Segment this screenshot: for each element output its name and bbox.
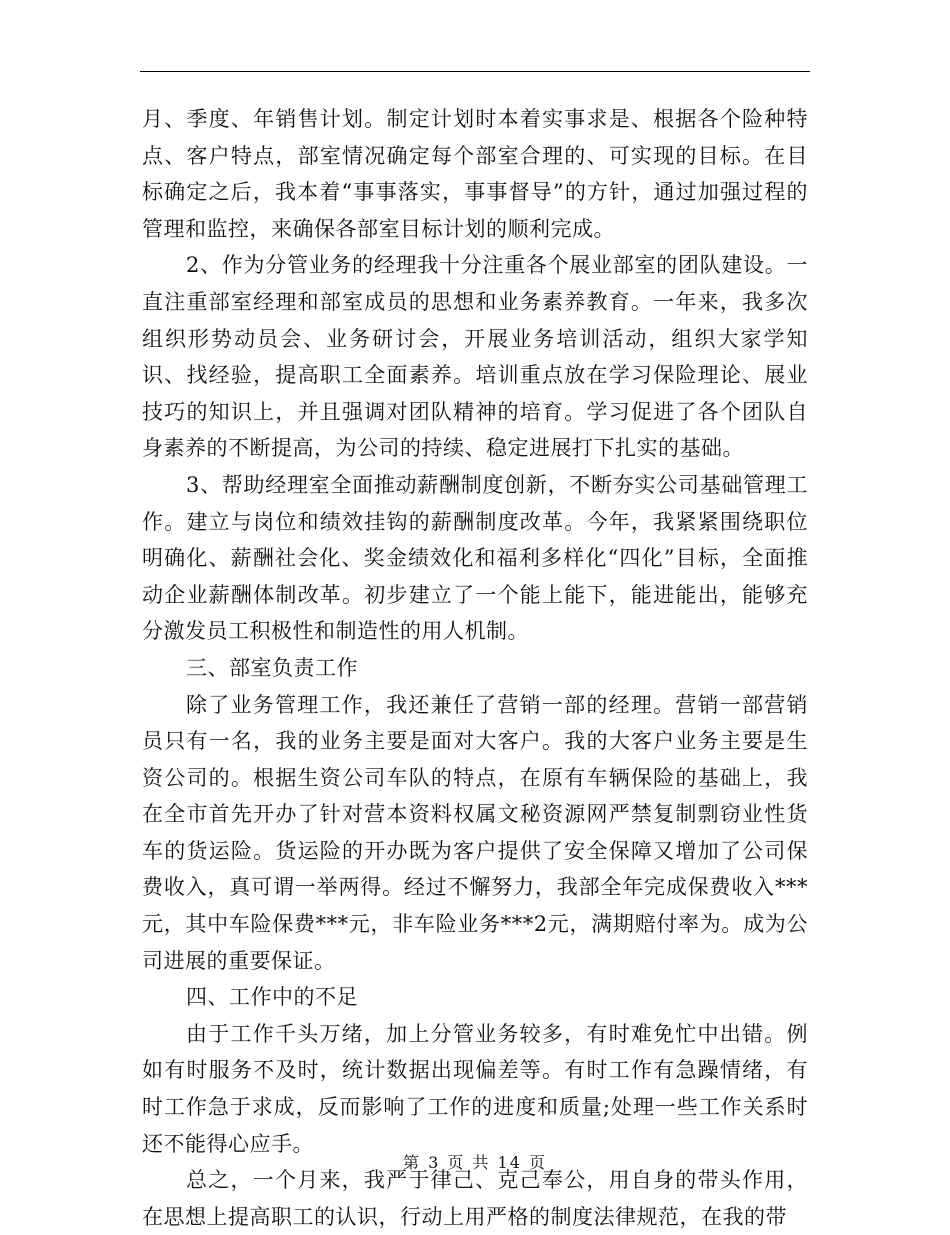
header-rule <box>140 71 810 72</box>
page-body <box>142 101 808 1235</box>
section-heading-4: 四、工作中的不足 <box>186 985 358 1010</box>
paragraph-6: 总之，一个月来，我严于律己、克己奉公，用自身的带头作用，在思想上提高职工的认识，行动上用严格的制度法律规范，在我的带 <box>142 1168 808 1229</box>
paragraph-3: 3、帮助经理室全面推动薪酬制度创新，不断夯实公司基础管理工作。建立与岗位和绩效挂钩的薪酬制度改革。今年，我紧紧围绕职位明确化、薪酬社会化、奖金绩效化和福利多样化“四化”目标，全面推动企业薪酬体制改革。初步建立了一个能上能下，能进能出，能够充分激发员工积极性和制造性的用人机制。 <box>142 472 808 644</box>
paragraph-5: 由于工作千头万绪，加上分管业务较多，有时难免忙中出错。例如有时服务不及时，统计数据出现偏差等。有时工作有急躁情绪，有时工作急于求成，反而影响了工作的进度和质量;处理一些工作关系时还不能得心应手。 <box>142 1021 808 1156</box>
paragraph-4: 除了业务管理工作，我还兼任了营销一部的经理。营销一部营销员只有一名，我的业务主要是面对大客户。我的大客户业务主要是生资公司的。根据生资公司车队的特点，在原有车辆保险的基础上，我在全市首先开办了针对营本资料权属文秘资源网严禁复制剽窃业性货车的货运险。货运险的开办既为客户提供了安全保障又增加了公司保费收入，真可谓一举两得。经过不懈努力，我部全年完成保费收入***元，其中车险保费***元，非车险业务***2元，满期赔付率为。成为公司进展的重要保证。 <box>142 692 808 973</box>
page-number-footer: 第 3 页 共 14 页 <box>403 1153 547 1172</box>
paragraph-1: 月、季度、年销售计划。制定计划时本着实事求是、根据各个险种特点、客户特点，部室情况确定每个部室合理的、可实现的目标。在目标确定之后，我本着“事事落实，事事督导”的方针，通过加强过程的管理和监控，来确保各部室目标计划的顺利完成。 <box>142 107 808 241</box>
section-heading-3: 三、部室负责工作 <box>186 655 358 680</box>
paragraph-2: 2、作为分管业务的经理我十分注重各个展业部室的团队建设。一直注重部室经理和部室成员的思想和业务素养教育。一年来，我多次组织形势动员会、业务研讨会，开展业务培训活动，组织大家学知识、找经验，提高职工全面素养。培训重点放在学习保险理论、展业技巧的知识上，并且强调对团队精神的培育。学习促进了各个团队自身素养的不断提高，为公司的持续、稳定进展打下扎实的基础。 <box>142 253 808 461</box>
